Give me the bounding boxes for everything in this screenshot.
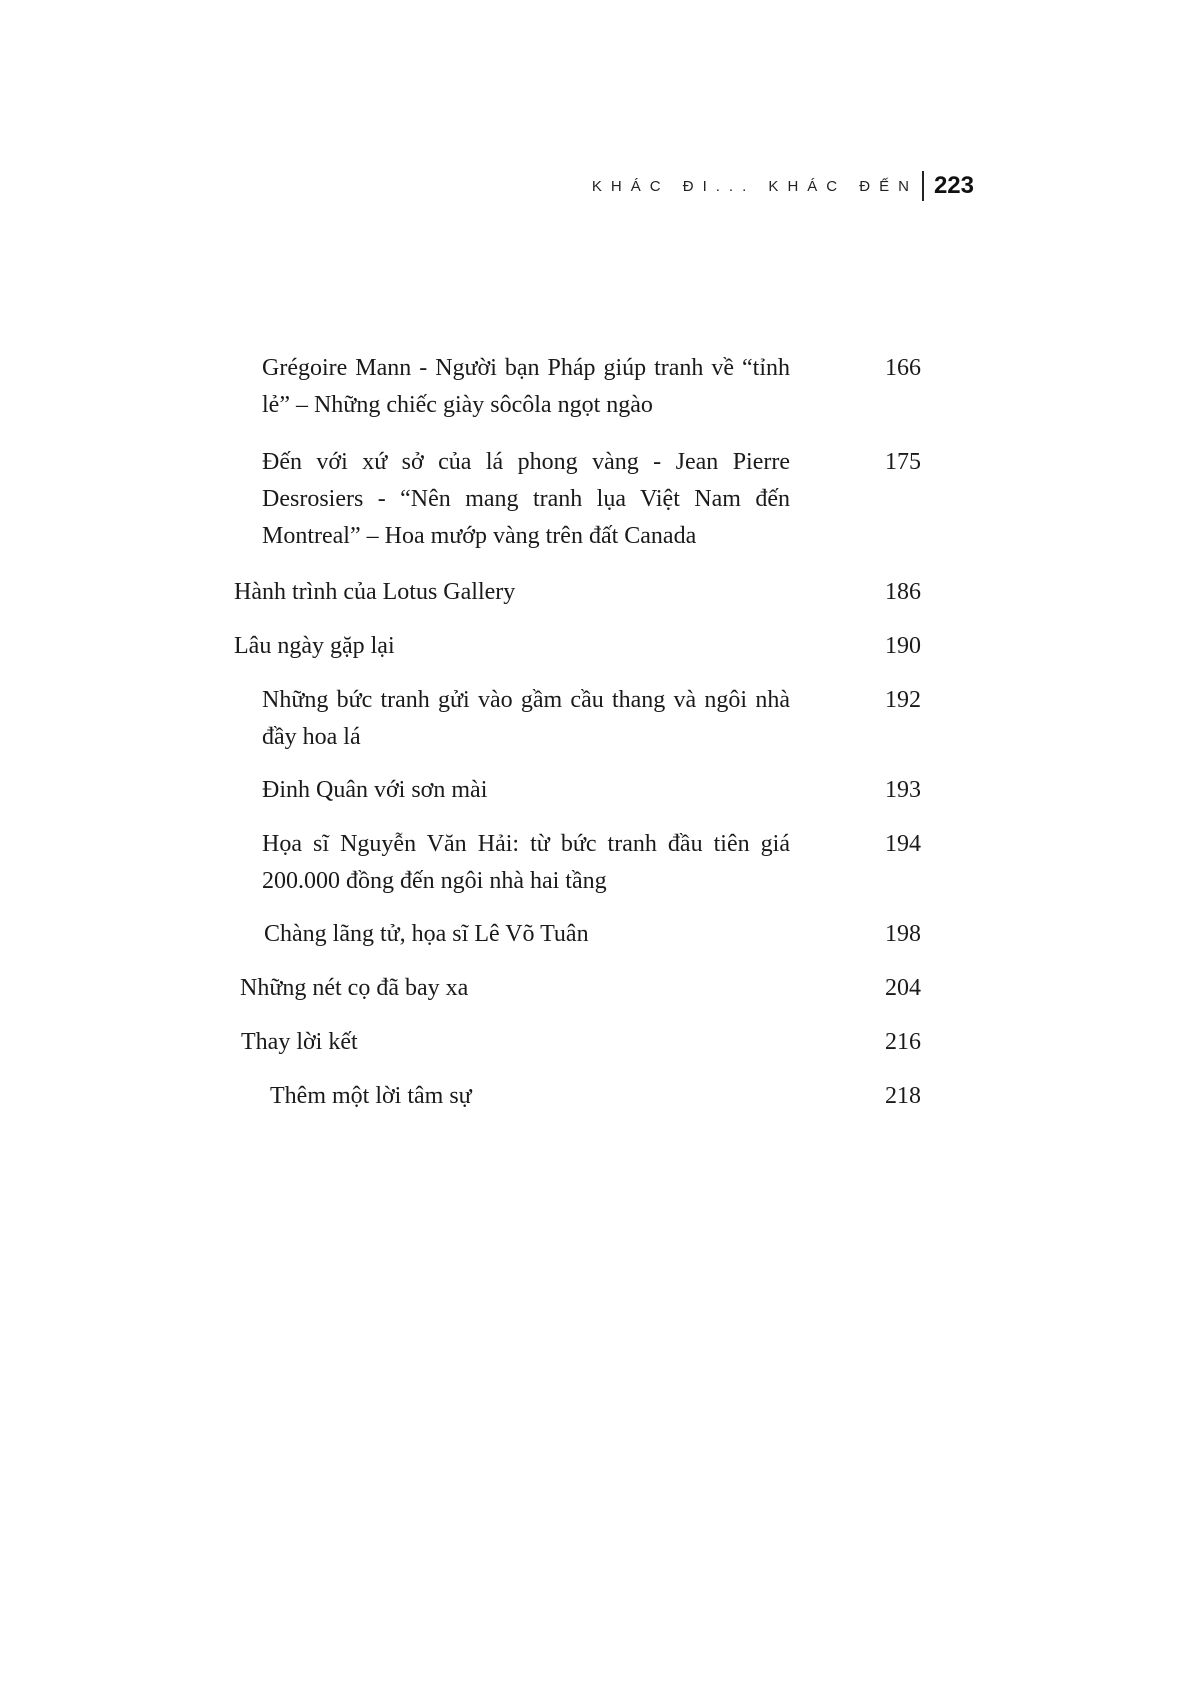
toc-entry-page: 166: [885, 355, 921, 381]
toc-entry-page: 198: [885, 921, 921, 947]
toc-entry-page: 192: [885, 687, 921, 713]
toc-entry-title: Đinh Quân với sơn mài: [262, 777, 488, 803]
toc-entry-title: Đến với xứ sở của lá phong vàng - Jean Pierre Desrosiers - “Nên mang tranh lụa Việt Nam đến Montreal” – Hoa mướp vàng trên đất Canada: [262, 449, 790, 549]
toc-entry-title: Những bức tranh gửi vào gầm cầu thang và ngôi nhà đầy hoa lá: [262, 687, 790, 750]
toc-entry-page: 194: [885, 831, 921, 857]
toc-entry-page: 218: [885, 1083, 921, 1109]
toc-entry-title: Thay lời kết: [241, 1029, 358, 1055]
toc-entry-title: Grégoire Mann - Người bạn Pháp giúp tranh về “tỉnh lẻ” – Những chiếc giày sôcôla ngọt ngào: [262, 355, 790, 418]
toc-entry-page: 190: [885, 633, 921, 659]
running-head-title: KHÁC ĐI... KHÁC ĐẾN: [591, 177, 918, 195]
toc-entry-title: Chàng lãng tử, họa sĩ Lê Võ Tuân: [264, 921, 589, 947]
toc-entry-title: Những nét cọ đã bay xa: [240, 975, 469, 1001]
toc-entry-page: 193: [885, 777, 921, 803]
toc-entry-title: Lâu ngày gặp lại: [234, 633, 395, 659]
toc-entry-title: Thêm một lời tâm sự: [270, 1083, 472, 1109]
toc-entry-page: 216: [885, 1029, 921, 1055]
toc-entry-page: 204: [885, 975, 921, 1001]
toc-entry-title: Họa sĩ Nguyễn Văn Hải: từ bức tranh đầu tiên giá 200.000 đồng đến ngôi nhà hai tầng: [262, 831, 790, 894]
page-number: 223: [933, 172, 974, 199]
toc-entry-page: 175: [885, 449, 921, 475]
toc-entry-title: Hành trình của Lotus Gallery: [234, 579, 516, 605]
toc-entry-page: 186: [885, 579, 921, 605]
